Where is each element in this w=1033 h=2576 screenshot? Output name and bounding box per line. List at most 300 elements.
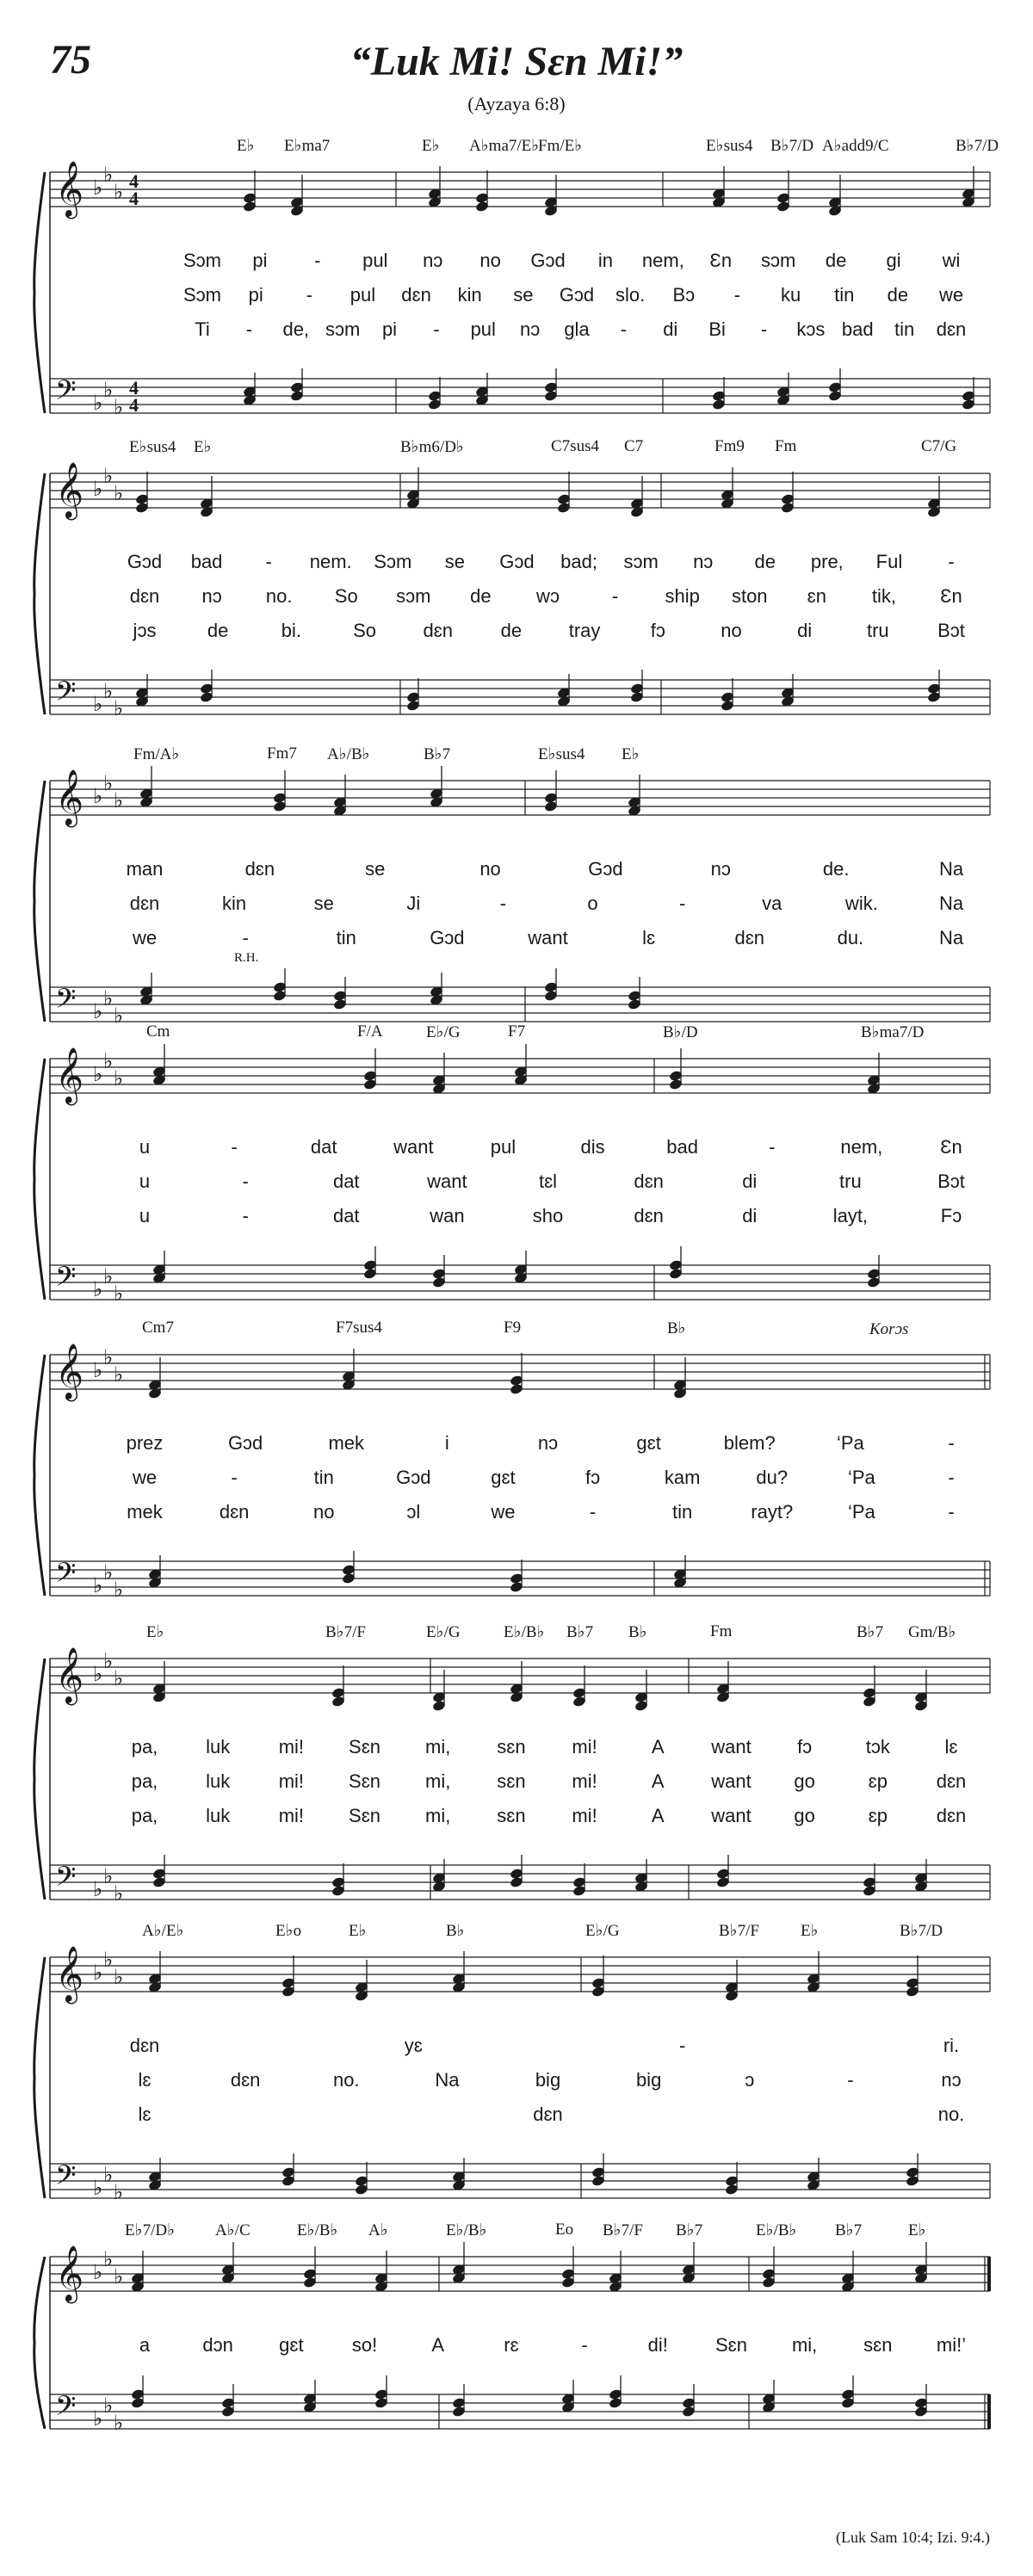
flat-icon: ♭ — [114, 481, 124, 505]
lyric-syllable: de — [754, 551, 776, 572]
final-barline — [987, 2257, 991, 2291]
lyric-syllable: nɔ — [423, 250, 443, 271]
lyric-syllable: sɔm — [325, 318, 361, 340]
flat-icon: ♭ — [114, 1666, 124, 1690]
lyric-syllable: dɛn — [230, 2069, 261, 2091]
bass-clef-icon: 𝄢 — [55, 1261, 77, 1299]
lyric-syllable: Bi — [708, 318, 726, 340]
lyric-syllable: mi, — [425, 1770, 451, 1792]
flat-icon: ♭ — [114, 2411, 124, 2435]
lyric-syllable: - — [242, 1171, 249, 1192]
lyric-syllable: wi — [942, 250, 961, 271]
flat-icon: ♭ — [103, 378, 114, 402]
flat-icon: ♭ — [93, 391, 103, 415]
lyric-syllable: u — [139, 1205, 151, 1226]
lyric-syllable: dɔn — [202, 2334, 233, 2356]
lyric-syllable: slo. — [615, 284, 646, 306]
lyric-syllable: - — [847, 2069, 854, 2091]
chord-symbol: C7 — [624, 437, 644, 455]
lyric-syllable: mi, — [791, 2334, 818, 2356]
lyric-syllable: big — [535, 2069, 561, 2091]
lyric-syllable: in — [597, 250, 614, 271]
treble-clef-icon: 𝄞 — [55, 1946, 84, 2002]
lyric-syllable: de — [500, 620, 523, 641]
lyric-syllable: ston — [731, 585, 768, 607]
chord-symbol: C7sus4 — [551, 437, 599, 455]
lyric-verse-1 — [0, 250, 1033, 272]
lyric-syllable: di — [742, 1171, 758, 1192]
lyric-syllable: Ɛn — [709, 250, 733, 271]
scripture-reference: (Ayzaya 6:8) — [467, 93, 566, 114]
lyric-syllable: gɛt — [636, 1432, 661, 1454]
chord-symbol: E♭sus4 — [129, 438, 176, 456]
flat-icon: ♭ — [103, 1345, 114, 1369]
lyric-verse-1 — [0, 2035, 1033, 2057]
chord-symbol: A♭add9/C — [822, 137, 889, 155]
chord-symbol: E♭ — [146, 1623, 164, 1641]
lyric-syllable: pi — [248, 284, 263, 306]
lyric-syllable: rayt? — [751, 1501, 794, 1523]
flat-icon: ♭ — [103, 679, 114, 703]
chord-symbol: Fm — [775, 437, 797, 455]
flat-icon: ♭ — [103, 1864, 114, 1888]
music-system-5 — [0, 1310, 1033, 1622]
treble-clef-icon: 𝄞 — [55, 161, 84, 217]
time-signature: 4 — [129, 377, 139, 398]
chord-symbol: Cm7 — [142, 1319, 174, 1337]
lyric-syllable: - — [433, 318, 440, 340]
lyric-syllable: nɔ — [710, 858, 731, 880]
lyric-syllable: Gɔd — [559, 284, 595, 306]
lyric-syllable: Ti — [195, 318, 210, 340]
lyric-syllable: ‘Pa — [847, 1467, 875, 1488]
lyric-syllable: lɛ — [138, 2069, 152, 2091]
lyric-verse-3 — [0, 1805, 1033, 1827]
lyric-syllable: tin — [834, 284, 855, 306]
lyric-syllable: want — [711, 1736, 752, 1757]
footnote-references: (Luk Sam 10:4; Izi. 9:4.) — [836, 2529, 990, 2546]
lyric-syllable: se — [313, 893, 334, 914]
lyric-syllable: no — [479, 858, 501, 880]
bass-clef-icon: 𝄢 — [55, 676, 77, 713]
lyric-verse-1 — [0, 1736, 1033, 1758]
lyric-verse-2 — [0, 1171, 1033, 1193]
lyric-syllable: - — [733, 284, 741, 306]
flat-icon: ♭ — [103, 1560, 114, 1585]
flat-icon: ♭ — [93, 1662, 103, 1686]
lyric-syllable: lɛ — [944, 1736, 958, 1757]
lyric-syllable: kin — [222, 893, 247, 914]
lyric-syllable: dɛn — [734, 927, 765, 948]
lyric-verse-2 — [0, 893, 1033, 915]
chord-symbol: B♭7/D — [956, 137, 999, 155]
lyric-syllable: yɛ — [404, 2035, 423, 2056]
chord-symbol: B♭7 — [424, 745, 451, 763]
chord-symbol: Fm9 — [714, 437, 745, 455]
lyric-syllable: fɔ — [650, 620, 665, 641]
chord-symbol: Cm — [146, 1022, 170, 1041]
lyric-syllable: nɔ — [537, 1432, 559, 1454]
chord-symbol: E♭ — [908, 2221, 926, 2239]
lyric-syllable: nem, — [840, 1136, 883, 1158]
lyric-syllable: ɛn — [807, 585, 826, 607]
flat-icon: ♭ — [103, 464, 114, 488]
chord-symbol: A♭/B♭ — [327, 745, 370, 763]
lyric-syllable: no — [721, 620, 742, 641]
lyric-verse-2 — [0, 284, 1033, 306]
lyric-syllable: Na — [938, 858, 964, 880]
flat-icon: ♭ — [93, 477, 103, 501]
lyric-verse-1 — [0, 858, 1033, 880]
lyric-syllable: Bɔt — [937, 1171, 965, 1192]
lyric-syllable: - — [499, 893, 507, 914]
flat-icon: ♭ — [93, 2176, 103, 2200]
flat-icon: ♭ — [103, 1264, 114, 1288]
lyric-syllable: Na — [435, 2069, 460, 2091]
lyric-syllable: Na — [938, 927, 964, 948]
lyric-syllable: i — [444, 1432, 449, 1454]
lyric-syllable: ship — [665, 585, 700, 607]
staff-lines — [0, 127, 1033, 439]
lyric-syllable: dis — [580, 1136, 605, 1158]
chord-symbol: E♭/G — [585, 1922, 620, 1940]
lyric-syllable: se — [365, 858, 386, 880]
chord-symbol: E♭/G — [426, 1023, 461, 1041]
lyric-syllable: Sɔm — [183, 284, 221, 306]
lyric-syllable: dɛn — [401, 284, 431, 306]
lyric-syllable: bad — [190, 551, 223, 572]
lyric-syllable: mi! — [278, 1805, 305, 1826]
lyric-syllable: no — [312, 1501, 335, 1523]
lyric-syllable: mi, — [425, 1805, 451, 1826]
lyric-syllable: dɛn — [244, 858, 275, 880]
chord-symbol: B♭m6/D♭ — [400, 438, 464, 456]
lyric-syllable: de — [470, 585, 492, 607]
lyric-syllable: sɔm — [396, 585, 431, 607]
bass-clef-icon: 𝄢 — [55, 2390, 77, 2428]
lyric-syllable: gɛt — [279, 2334, 304, 2356]
lyric-syllable: Gɔd — [530, 250, 566, 271]
lyric-syllable: luk — [206, 1770, 231, 1792]
lyric-syllable: we — [491, 1501, 516, 1523]
lyric-syllable: Ɛn — [940, 585, 962, 607]
lyric-syllable: - — [948, 1467, 955, 1488]
lyric-syllable: want — [427, 1171, 467, 1192]
time-signature: 4 — [129, 170, 139, 192]
lyric-syllable: big — [635, 2069, 662, 2091]
music-system-7 — [0, 1912, 1033, 2224]
lyric-syllable: tin — [336, 927, 356, 948]
lyric-syllable: - — [314, 250, 321, 271]
lyric-syllable: gɛt — [491, 1467, 516, 1488]
lyric-syllable: Ji — [406, 893, 421, 914]
lyric-syllable: ɛp — [868, 1770, 888, 1792]
lyric-syllable: dɛn — [129, 2035, 160, 2056]
lyric-syllable: - — [245, 318, 253, 340]
lyric-syllable: rɛ — [504, 2334, 519, 2356]
chord-symbol: E♭/B♭ — [446, 2221, 487, 2239]
lyric-syllable: - — [769, 1136, 776, 1158]
lyric-verse-1 — [0, 2334, 1033, 2357]
flat-icon: ♭ — [93, 784, 103, 808]
lyric-syllable: dɛn — [533, 2103, 563, 2125]
lyric-syllable: - — [242, 927, 249, 948]
staff-lines — [0, 1614, 1033, 1925]
lyric-syllable: no. — [332, 2069, 360, 2091]
lyric-verse-3 — [0, 2103, 1033, 2126]
lyric-syllable: o — [587, 893, 598, 914]
lyric-verse-3 — [0, 927, 1033, 949]
lyric-syllable: we — [132, 1467, 158, 1488]
lyric-syllable: gla — [564, 318, 590, 340]
chord-symbol: E♭ma7 — [284, 137, 331, 155]
lyric-syllable: dat — [310, 1136, 337, 1158]
lyric-syllable: gi — [886, 250, 901, 271]
chord-symbol: B♭ma7/D — [861, 1023, 925, 1041]
lyric-syllable: mi! — [278, 1736, 305, 1757]
chord-symbol: Fm7 — [267, 744, 297, 763]
lyric-syllable: - — [620, 318, 628, 340]
staff-lines — [0, 2212, 1033, 2455]
chord-symbol: E♭ — [237, 137, 255, 155]
lyric-syllable: ri. — [943, 2035, 960, 2056]
staff-lines — [0, 1014, 1033, 1325]
chord-symbol: B♭7/F — [719, 1922, 759, 1940]
time-signature: 4 — [129, 394, 139, 416]
lyric-syllable: tray — [568, 620, 601, 641]
song-number: 75 — [50, 37, 91, 83]
lyric-syllable: want — [393, 1136, 434, 1158]
chord-symbol: B♭7/D — [770, 137, 814, 155]
chord-symbol: E♭7/D♭ — [125, 2221, 176, 2239]
lyric-syllable: - — [678, 2035, 686, 2056]
flat-icon: ♭ — [114, 1282, 124, 1306]
chord-symbol: E♭sus4 — [706, 137, 753, 155]
lyric-verse-2 — [0, 585, 1033, 608]
flat-icon: ♭ — [93, 176, 103, 200]
lyric-syllable: fɔ — [585, 1467, 601, 1488]
lyric-syllable: tin — [894, 318, 915, 340]
lyric-syllable: de — [887, 284, 909, 306]
lyric-syllable: de, — [282, 318, 310, 340]
treble-clef-icon: 𝄞 — [55, 1047, 84, 1103]
lyric-syllable: - — [242, 1205, 249, 1226]
music-system-3 — [0, 736, 1033, 1047]
lyric-syllable: dɛn — [423, 620, 453, 641]
lyric-syllable: di — [797, 620, 813, 641]
lyric-syllable: layt, — [832, 1205, 869, 1226]
lyric-syllable: bad — [841, 318, 874, 340]
lyric-syllable: u — [139, 1171, 151, 1192]
lyric-syllable: wik. — [844, 893, 878, 914]
lyric-syllable: A — [651, 1805, 665, 1826]
lyric-syllable: pul — [349, 284, 376, 306]
chord-symbol: B♭7 — [835, 2221, 863, 2239]
lyric-syllable: man — [126, 858, 164, 880]
chord-symbol: A♭ — [368, 2221, 388, 2239]
lyric-syllable: wan — [430, 1205, 465, 1226]
bass-clef-icon: 𝄢 — [55, 1861, 77, 1899]
lyric-syllable: luk — [206, 1736, 231, 1757]
lyric-syllable: Gɔd — [227, 1432, 263, 1454]
lyric-syllable: Bɔ — [672, 284, 696, 306]
lyric-syllable: go — [794, 1770, 815, 1792]
music-system-6 — [0, 1614, 1033, 1925]
chord-symbol: E♭ — [349, 1922, 367, 1940]
lyric-verse-2 — [0, 1770, 1033, 1793]
lyric-verse-2 — [0, 2069, 1033, 2091]
lyric-syllable: kɔs — [796, 318, 826, 340]
lyric-syllable: Sɛn — [349, 1736, 381, 1757]
lyric-syllable: dɛn — [936, 318, 967, 340]
flat-icon: ♭ — [93, 1277, 103, 1301]
bass-clef-icon: 𝄢 — [55, 2159, 77, 2197]
lyric-syllable: Sɛn — [714, 2334, 747, 2356]
lyric-syllable: Fɔ — [940, 1205, 962, 1226]
flat-icon: ♭ — [103, 163, 114, 187]
lyric-syllable: pi — [252, 250, 268, 271]
lyric-syllable: pa, — [131, 1736, 158, 1757]
lyric-syllable: - — [611, 585, 619, 607]
flat-icon: ♭ — [93, 1062, 103, 1086]
lyric-syllable: mi! — [572, 1805, 597, 1826]
lyric-syllable: blem? — [723, 1432, 776, 1454]
bass-clef-icon: 𝄢 — [55, 374, 77, 412]
flat-icon: ♭ — [114, 788, 124, 812]
lyric-syllable: se — [444, 551, 465, 572]
lyric-syllable: di — [742, 1205, 758, 1226]
lyric-syllable: sɛn — [863, 2334, 893, 2356]
lyric-syllable: tɔk — [865, 1736, 890, 1757]
lyric-syllable: fɔ — [797, 1736, 813, 1757]
music-system-4 — [0, 1014, 1033, 1325]
lyric-syllable: bad — [666, 1136, 699, 1158]
lyric-syllable: pul — [362, 250, 388, 271]
lyric-verse-3 — [0, 1501, 1033, 1523]
treble-clef-icon: 𝄞 — [55, 1647, 84, 1703]
flat-icon: ♭ — [114, 1578, 124, 1602]
chord-symbol: B♭7/F — [603, 2221, 643, 2239]
flat-icon: ♭ — [114, 1965, 124, 1989]
lyric-syllable: - — [265, 551, 272, 572]
lyric-syllable: A — [651, 1770, 665, 1792]
flat-icon: ♭ — [114, 696, 124, 720]
lyric-verse-1 — [0, 551, 1033, 573]
flat-icon: ♭ — [93, 1961, 103, 1985]
lyric-syllable: mi!’ — [936, 2334, 967, 2356]
flat-icon: ♭ — [103, 1948, 114, 1972]
lyric-syllable: - — [231, 1136, 238, 1158]
chord-symbol: C7/G — [921, 437, 957, 455]
lyric-syllable: dat — [332, 1171, 360, 1192]
lyric-syllable: tik, — [871, 585, 896, 607]
lyric-syllable: sɔm — [761, 250, 796, 271]
chord-symbol: B♭7/D — [900, 1922, 943, 1940]
music-system-1 — [0, 127, 1033, 439]
lyric-syllable: mi, — [425, 1736, 451, 1757]
flat-icon: ♭ — [114, 2264, 124, 2289]
flat-icon: ♭ — [103, 2394, 114, 2418]
flat-icon: ♭ — [103, 2247, 114, 2271]
lyric-syllable: dɛn — [634, 1171, 664, 1192]
lyric-syllable: mek — [328, 1432, 365, 1454]
lyric-syllable: A — [651, 1736, 665, 1757]
chord-symbol: F7 — [508, 1022, 526, 1041]
lyric-syllable: Ɛn — [940, 1136, 962, 1158]
chord-symbol: E♭sus4 — [538, 745, 585, 763]
chord-symbol: E♭ — [801, 1922, 819, 1940]
lyric-syllable: So — [334, 585, 358, 607]
lyric-syllable: Sɔm — [374, 551, 412, 572]
lyric-syllable: Gɔd — [127, 551, 163, 572]
lyric-verse-3 — [0, 620, 1033, 642]
staff-lines — [0, 429, 1033, 740]
lyric-syllable: a — [139, 2334, 151, 2356]
lyric-syllable: no. — [265, 585, 293, 607]
lyric-syllable: dɛn — [129, 585, 160, 607]
lyric-syllable: - — [306, 284, 312, 306]
chord-symbol: B♭/D — [663, 1023, 698, 1041]
lyric-syllable: Gɔd — [430, 927, 465, 948]
chord-symbol: A♭/C — [215, 2221, 251, 2239]
bass-clef-icon: 𝄢 — [55, 1557, 77, 1595]
lyric-syllable: dɛn — [129, 893, 160, 914]
lyric-syllable: dɛn — [219, 1501, 250, 1523]
lyric-verse-3 — [0, 318, 1033, 341]
lyric-syllable: du? — [756, 1467, 789, 1488]
lyric-syllable: nem, — [641, 250, 684, 271]
bass-clef-icon: 𝄢 — [55, 983, 77, 1021]
lyric-syllable: pi — [381, 318, 398, 340]
lyric-syllable: pa, — [131, 1805, 158, 1826]
flat-icon: ♭ — [103, 1049, 114, 1073]
lyric-syllable: mi! — [572, 1736, 597, 1757]
lyric-syllable: ku — [780, 284, 801, 306]
flat-icon: ♭ — [93, 2260, 103, 2284]
lyric-syllable: - — [678, 893, 686, 914]
time-signature: 4 — [129, 188, 139, 209]
lyric-syllable: kin — [457, 284, 482, 306]
lyric-syllable: Gɔd — [588, 858, 623, 880]
lyric-syllable: pul — [470, 318, 496, 340]
lyric-syllable: mi! — [572, 1770, 597, 1792]
lyric-syllable: di — [663, 318, 678, 340]
lyric-syllable: sɛn — [497, 1770, 526, 1792]
lyric-syllable: want — [528, 927, 568, 948]
lyric-syllable: - — [948, 1432, 955, 1454]
lyric-syllable: di! — [647, 2334, 668, 2356]
lyric-syllable: nem. — [309, 551, 352, 572]
chord-symbol: E♭ — [622, 745, 640, 763]
flat-icon: ♭ — [93, 692, 103, 716]
lyric-syllable: we — [938, 284, 964, 306]
chord-symbol: E♭/B♭ — [504, 1623, 545, 1641]
lyric-syllable: Na — [938, 893, 964, 914]
music-system-8 — [0, 2212, 1033, 2455]
lyric-syllable: So — [353, 620, 376, 641]
lyric-verse-1 — [0, 1432, 1033, 1455]
lyric-syllable: luk — [206, 1805, 231, 1826]
chord-symbol: E♭ — [194, 438, 212, 456]
lyric-syllable: tru — [839, 1171, 862, 1192]
chord-symbol: Fm — [710, 1622, 733, 1640]
lyric-syllable: dat — [332, 1205, 360, 1226]
flat-icon: ♭ — [103, 2163, 114, 2187]
lyric-verse-3 — [0, 1205, 1033, 1227]
lyric-syllable: va — [762, 893, 782, 914]
lyric-verse-1 — [0, 1136, 1033, 1158]
lyric-syllable: bi. — [281, 620, 301, 641]
